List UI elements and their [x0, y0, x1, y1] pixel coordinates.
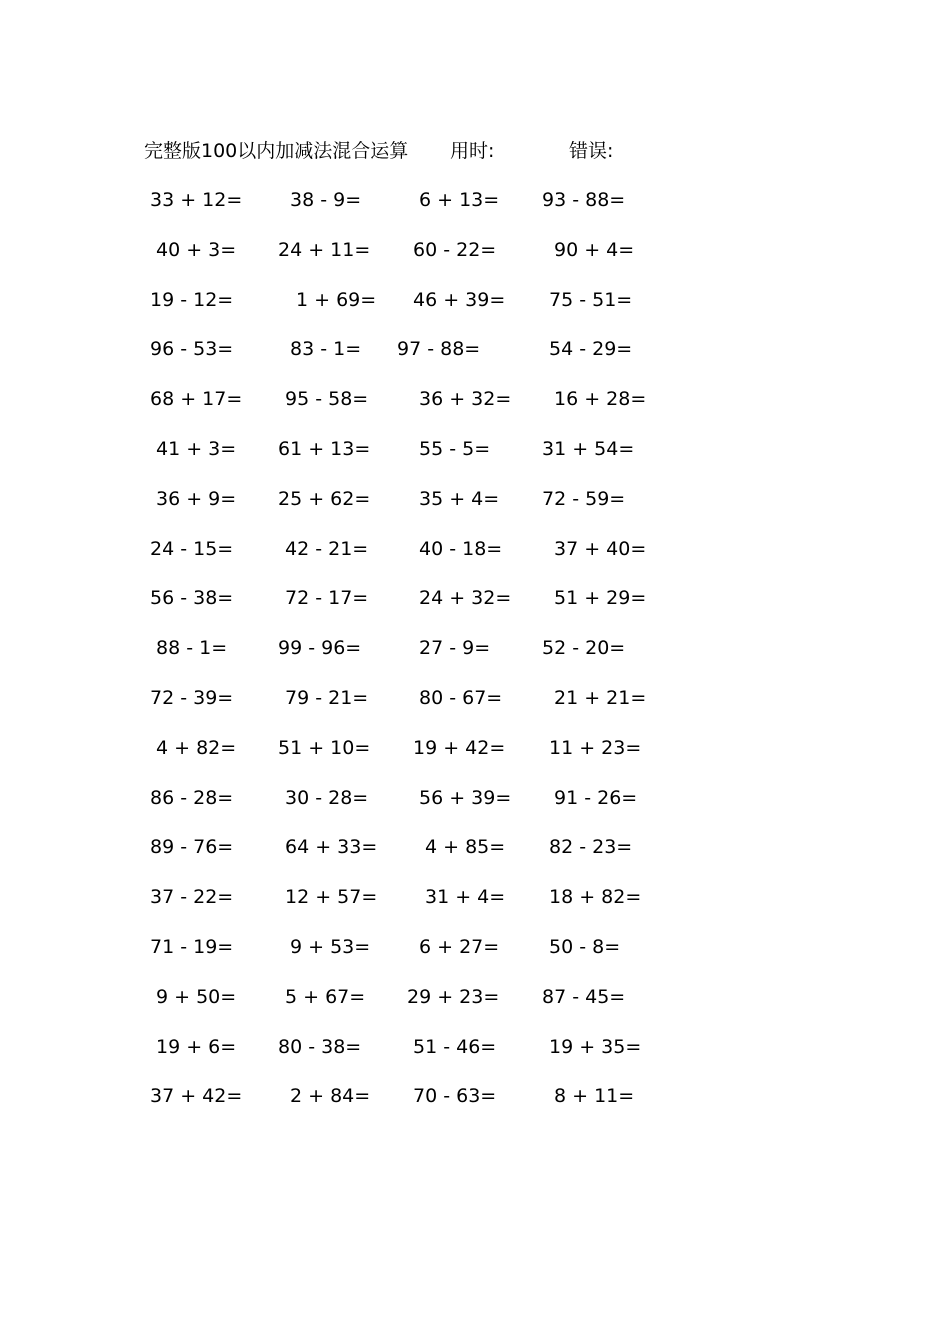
problem-cell: 90 + 4= — [554, 238, 635, 261]
time-label: 用时: — [450, 140, 495, 162]
problem-cell: 4 + 82= — [156, 736, 237, 759]
problem-cell: 37 - 22= — [150, 886, 234, 909]
problem-cell: 72 - 39= — [150, 686, 234, 709]
problem-row — [0, 783, 950, 833]
problem-cell: 64 + 33= — [285, 836, 378, 859]
problem-row — [0, 733, 950, 783]
problem-cell: 5 + 67= — [285, 985, 366, 1008]
problem-row — [0, 633, 950, 683]
problem-cell: 70 - 63= — [413, 1085, 497, 1108]
problem-row — [0, 285, 950, 335]
problem-cell: 79 - 21= — [285, 686, 369, 709]
problem-cell: 75 - 51= — [549, 288, 633, 311]
problem-cell: 56 + 39= — [419, 786, 512, 809]
problem-row — [0, 185, 950, 235]
problem-cell: 6 + 13= — [419, 189, 500, 211]
problem-cell: 1 + 69= — [296, 288, 377, 311]
problem-row — [0, 235, 950, 285]
problem-cell: 93 - 88= — [542, 189, 626, 211]
problem-grid — [0, 185, 950, 1131]
problem-cell: 99 - 96= — [278, 637, 362, 660]
problem-row — [0, 1032, 950, 1082]
problem-cell: 6 + 27= — [419, 935, 500, 958]
problem-row — [0, 583, 950, 633]
problem-cell: 31 + 4= — [425, 886, 506, 909]
problem-cell: 19 + 42= — [413, 736, 506, 759]
problem-cell: 51 - 46= — [413, 1035, 497, 1058]
problem-cell: 4 + 85= — [425, 836, 506, 859]
problem-cell: 37 + 40= — [554, 537, 647, 560]
problem-cell: 91 - 26= — [554, 786, 638, 809]
problem-cell: 55 - 5= — [419, 437, 491, 460]
problem-cell: 29 + 23= — [407, 985, 500, 1008]
problem-cell: 61 + 13= — [278, 437, 371, 460]
problem-cell: 19 - 12= — [150, 288, 234, 311]
problem-cell: 97 - 88= — [397, 338, 481, 361]
problem-row — [0, 683, 950, 733]
problem-cell: 89 - 76= — [150, 836, 234, 859]
problem-cell: 21 + 21= — [554, 686, 647, 709]
problem-cell: 25 + 62= — [278, 487, 371, 510]
problem-cell: 30 - 28= — [285, 786, 369, 809]
problem-cell: 41 + 3= — [156, 437, 237, 460]
problem-row — [0, 384, 950, 434]
problem-cell: 46 + 39= — [413, 288, 506, 311]
problem-cell: 19 + 6= — [156, 1035, 237, 1058]
problem-cell: 50 - 8= — [549, 935, 621, 958]
problem-cell: 42 - 21= — [285, 537, 369, 560]
problem-cell: 9 + 53= — [290, 935, 371, 958]
problem-cell: 88 - 1= — [156, 637, 228, 660]
problem-row — [0, 882, 950, 932]
problem-cell: 24 - 15= — [150, 537, 234, 560]
problem-cell: 86 - 28= — [150, 786, 234, 809]
problem-cell: 40 + 3= — [156, 238, 237, 261]
problem-row — [0, 334, 950, 384]
problem-cell: 96 - 53= — [150, 338, 234, 361]
problem-cell: 31 + 54= — [542, 437, 635, 460]
problem-cell: 33 + 12= — [150, 189, 243, 211]
problem-cell: 36 + 9= — [156, 487, 237, 510]
problem-row — [0, 434, 950, 484]
problem-cell: 37 + 42= — [150, 1085, 243, 1108]
problem-cell: 51 + 10= — [278, 736, 371, 759]
problem-cell: 24 + 11= — [278, 238, 371, 261]
problem-cell: 16 + 28= — [554, 388, 647, 411]
problem-cell: 95 - 58= — [285, 388, 369, 411]
problem-cell: 2 + 84= — [290, 1085, 371, 1108]
problem-cell: 80 - 67= — [419, 686, 503, 709]
problem-cell: 54 - 29= — [549, 338, 633, 361]
problem-cell: 60 - 22= — [413, 238, 497, 261]
problem-cell: 83 - 1= — [290, 338, 362, 361]
worksheet-header — [0, 137, 950, 165]
problem-cell: 52 - 20= — [542, 637, 626, 660]
problem-row — [0, 534, 950, 584]
problem-cell: 72 - 17= — [285, 587, 369, 610]
problem-cell: 8 + 11= — [554, 1085, 635, 1108]
problem-cell: 12 + 57= — [285, 886, 378, 909]
problem-cell: 68 + 17= — [150, 388, 243, 411]
problem-cell: 71 - 19= — [150, 935, 234, 958]
problem-row — [0, 932, 950, 982]
problem-row — [0, 1081, 950, 1131]
problem-cell: 19 + 35= — [549, 1035, 642, 1058]
problem-cell: 38 - 9= — [290, 189, 362, 211]
worksheet-title: 完整版100以内加减法混合运算 — [144, 140, 409, 162]
problem-row — [0, 982, 950, 1032]
problem-cell: 9 + 50= — [156, 985, 237, 1008]
problem-cell: 35 + 4= — [419, 487, 500, 510]
problem-cell: 80 - 38= — [278, 1035, 362, 1058]
problem-cell: 40 - 18= — [419, 537, 503, 560]
problem-cell: 87 - 45= — [542, 985, 626, 1008]
problem-cell: 24 + 32= — [419, 587, 512, 610]
problem-row — [0, 484, 950, 534]
problem-cell: 36 + 32= — [419, 388, 512, 411]
problem-cell: 27 - 9= — [419, 637, 491, 660]
problem-cell: 51 + 29= — [554, 587, 647, 610]
problem-row — [0, 832, 950, 882]
problem-cell: 11 + 23= — [549, 736, 642, 759]
problem-cell: 56 - 38= — [150, 587, 234, 610]
problem-cell: 18 + 82= — [549, 886, 642, 909]
problem-cell: 72 - 59= — [542, 487, 626, 510]
problem-cell: 82 - 23= — [549, 836, 633, 859]
error-label: 错误: — [569, 140, 614, 162]
